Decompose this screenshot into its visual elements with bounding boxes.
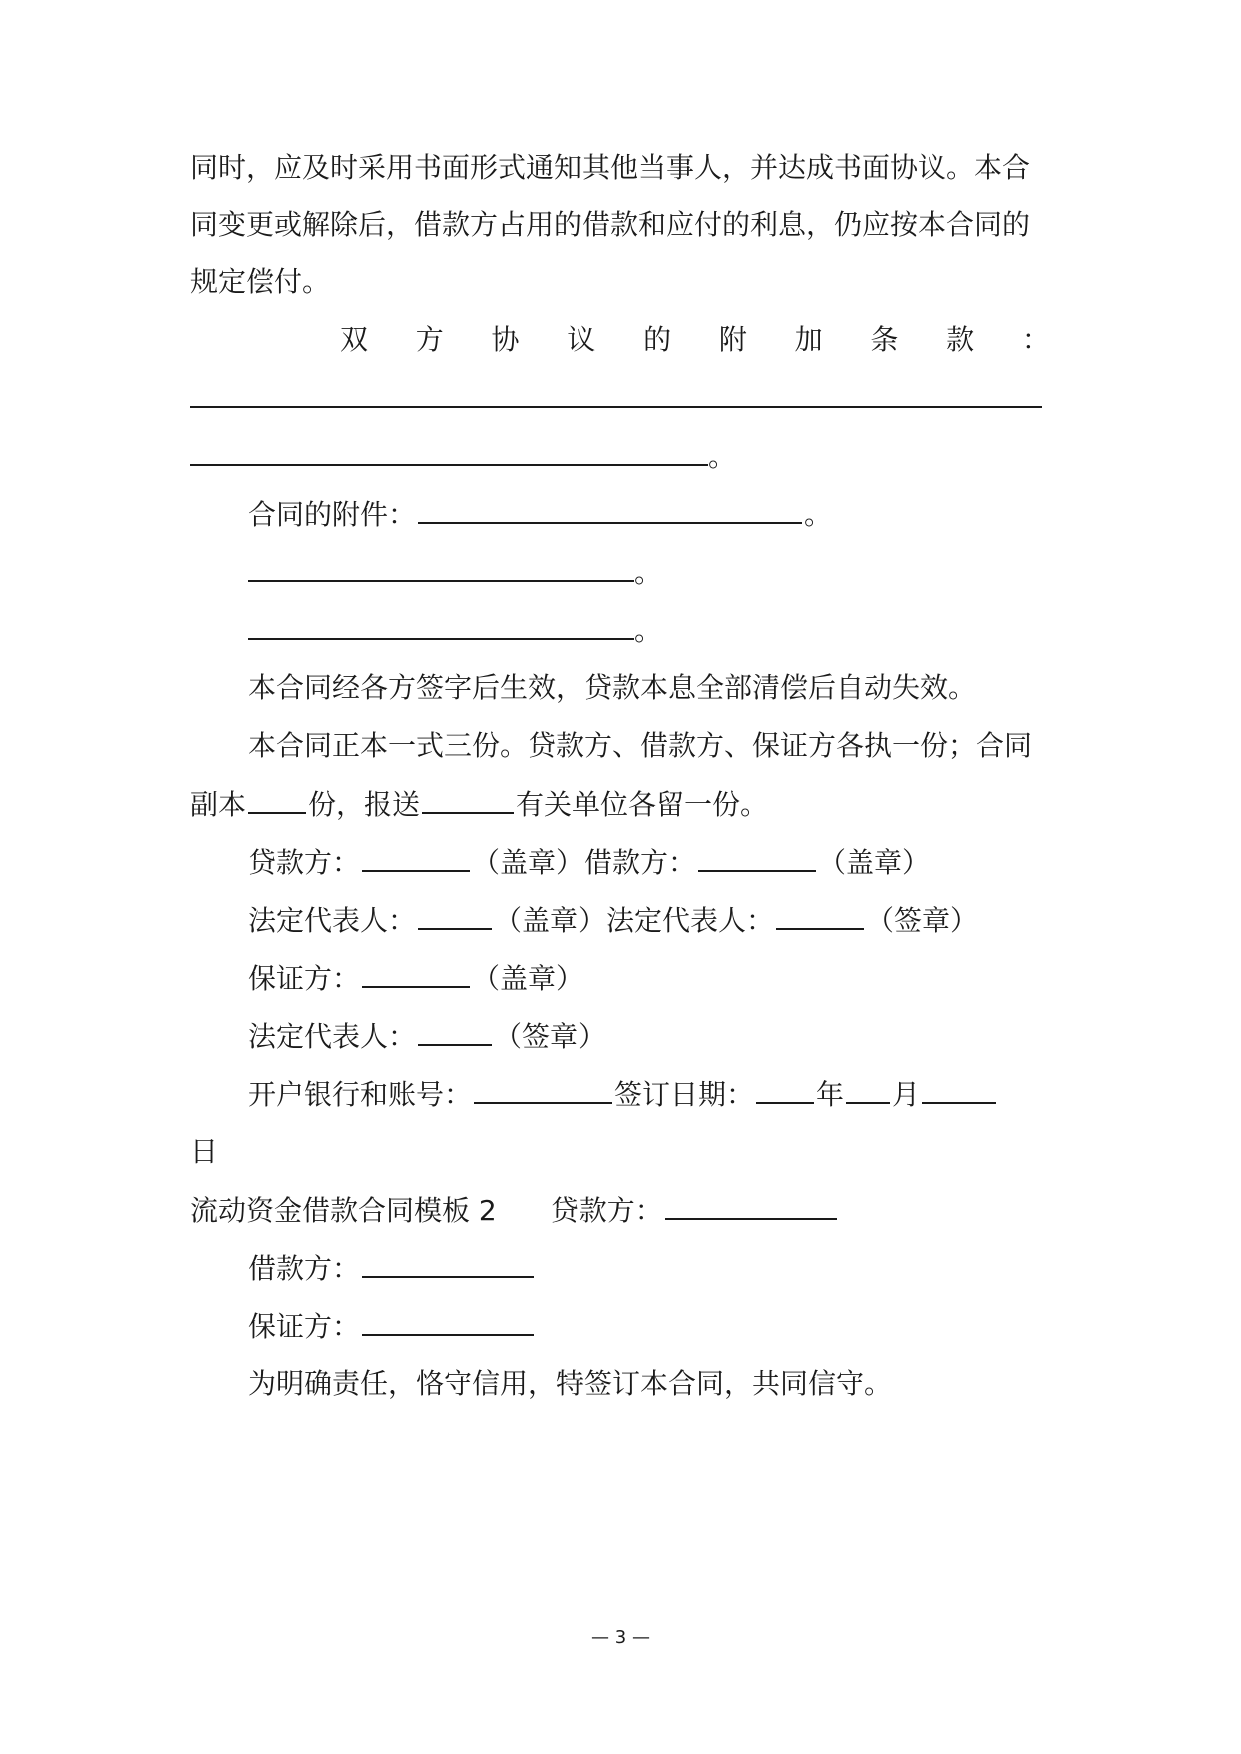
copies-clause-line-1: 本合同正本一式三份。贷款方、借款方、保证方各执一份；合同 <box>248 729 1033 762</box>
seal-text: （盖章） <box>494 904 607 937</box>
copies-text-c: 有关单位各留一份。 <box>516 788 769 821</box>
heading-char: 双 <box>340 323 369 356</box>
bank-label: 开户银行和账号： <box>248 1078 473 1111</box>
fill-blank[interactable] <box>756 1074 814 1104</box>
legal-rep-label: 法定代表人： <box>248 1020 417 1053</box>
guarantor-label: 保证方： <box>248 1310 361 1343</box>
borrower-line <box>248 1248 1048 1289</box>
fill-blank[interactable] <box>418 1016 492 1046</box>
page-number: — 3 — <box>591 1627 650 1648</box>
heading-char: 附 <box>718 323 747 356</box>
fill-blank[interactable] <box>248 552 634 582</box>
attachments-label: 合同的附件： <box>248 498 417 531</box>
fill-blank[interactable] <box>362 1248 534 1278</box>
day-text: 日 <box>190 1135 219 1168</box>
fill-blank[interactable] <box>474 1074 612 1104</box>
copies-clause-line-2 <box>190 784 1050 825</box>
paragraph-line-1: 同时，应及时采用书面形式通知其他当事人，并达成书面协议。本合 <box>190 151 1031 184</box>
heading-char: 的 <box>643 323 672 356</box>
fill-blank[interactable] <box>776 900 864 930</box>
heading-char: 协 <box>491 323 520 356</box>
lender-label: 贷款方： <box>550 1194 663 1227</box>
attachment-blank-3 <box>248 610 1048 651</box>
fill-blank[interactable] <box>362 958 470 988</box>
lender-borrower-line <box>248 842 1048 883</box>
legal-rep-line <box>248 900 1048 941</box>
fill-blank[interactable] <box>248 784 306 814</box>
year-text: 年 <box>816 1078 845 1111</box>
period: 。 <box>804 498 833 531</box>
heading-char: 加 <box>794 323 823 356</box>
period: 。 <box>634 614 663 647</box>
additional-terms-blank-1 <box>190 378 1050 419</box>
period: 。 <box>708 440 737 473</box>
template2-line <box>190 1190 1050 1231</box>
additional-terms-heading <box>340 320 1050 360</box>
sign-text: （签章） <box>866 904 979 937</box>
fill-blank[interactable] <box>248 610 634 640</box>
legal-rep-label: 法定代表人： <box>606 904 775 937</box>
guarantor-line <box>248 958 1048 999</box>
heading-char: 议 <box>567 323 596 356</box>
copies-text-b: 份，报送 <box>308 788 421 821</box>
lender-label: 贷款方： <box>248 846 361 879</box>
seal-text: （盖章） <box>818 846 931 879</box>
fill-blank[interactable] <box>665 1190 837 1220</box>
bank-date-line <box>248 1074 1048 1115</box>
sign-date-label: 签订日期： <box>614 1078 755 1111</box>
sign-text: （签章） <box>494 1020 607 1053</box>
effective-clause: 本合同经各方签字后生效，贷款本息全部清偿后自动失效。 <box>248 671 977 704</box>
fill-blank[interactable] <box>922 1074 996 1104</box>
heading-char: ： <box>1021 323 1050 356</box>
fill-blank[interactable] <box>190 378 1042 408</box>
heading-char: 方 <box>415 323 444 356</box>
seal-text: （盖章） <box>472 962 585 995</box>
template2-title: 流动资金借款合同模板 2 <box>190 1194 497 1227</box>
fill-blank[interactable] <box>846 1074 890 1104</box>
heading-char: 条 <box>870 323 899 356</box>
month-text: 月 <box>892 1078 921 1111</box>
heading-char: 款 <box>946 323 975 356</box>
fill-blank[interactable] <box>362 1306 534 1336</box>
purpose-line: 为明确责任，恪守信用，特签订本合同，共同信守。 <box>248 1367 893 1400</box>
fill-blank[interactable] <box>698 842 816 872</box>
period: 。 <box>634 556 663 589</box>
copies-text-a: 副本 <box>190 788 247 821</box>
seal-text: （盖章） <box>472 846 585 879</box>
paragraph-line-2: 同变更或解除后，借款方占用的借款和应付的利息，仍应按本合同的 <box>190 208 1031 241</box>
guarantor-legal-rep-line <box>248 1016 1048 1057</box>
fill-blank[interactable] <box>418 494 802 524</box>
borrower-label: 借款方： <box>248 1252 361 1285</box>
fill-blank[interactable] <box>362 842 470 872</box>
paragraph-line-3: 规定偿付。 <box>190 265 331 298</box>
borrower-label: 借款方： <box>584 846 697 879</box>
guarantor-label: 保证方： <box>248 962 361 995</box>
attachment-blank-2 <box>248 552 1048 593</box>
legal-rep-label: 法定代表人： <box>248 904 417 937</box>
fill-blank[interactable] <box>418 900 492 930</box>
fill-blank[interactable] <box>190 436 708 466</box>
attachments-line <box>248 494 1048 535</box>
additional-terms-blank-2 <box>190 436 1050 477</box>
fill-blank[interactable] <box>422 784 514 814</box>
guarantor-line-2 <box>248 1306 1048 1347</box>
